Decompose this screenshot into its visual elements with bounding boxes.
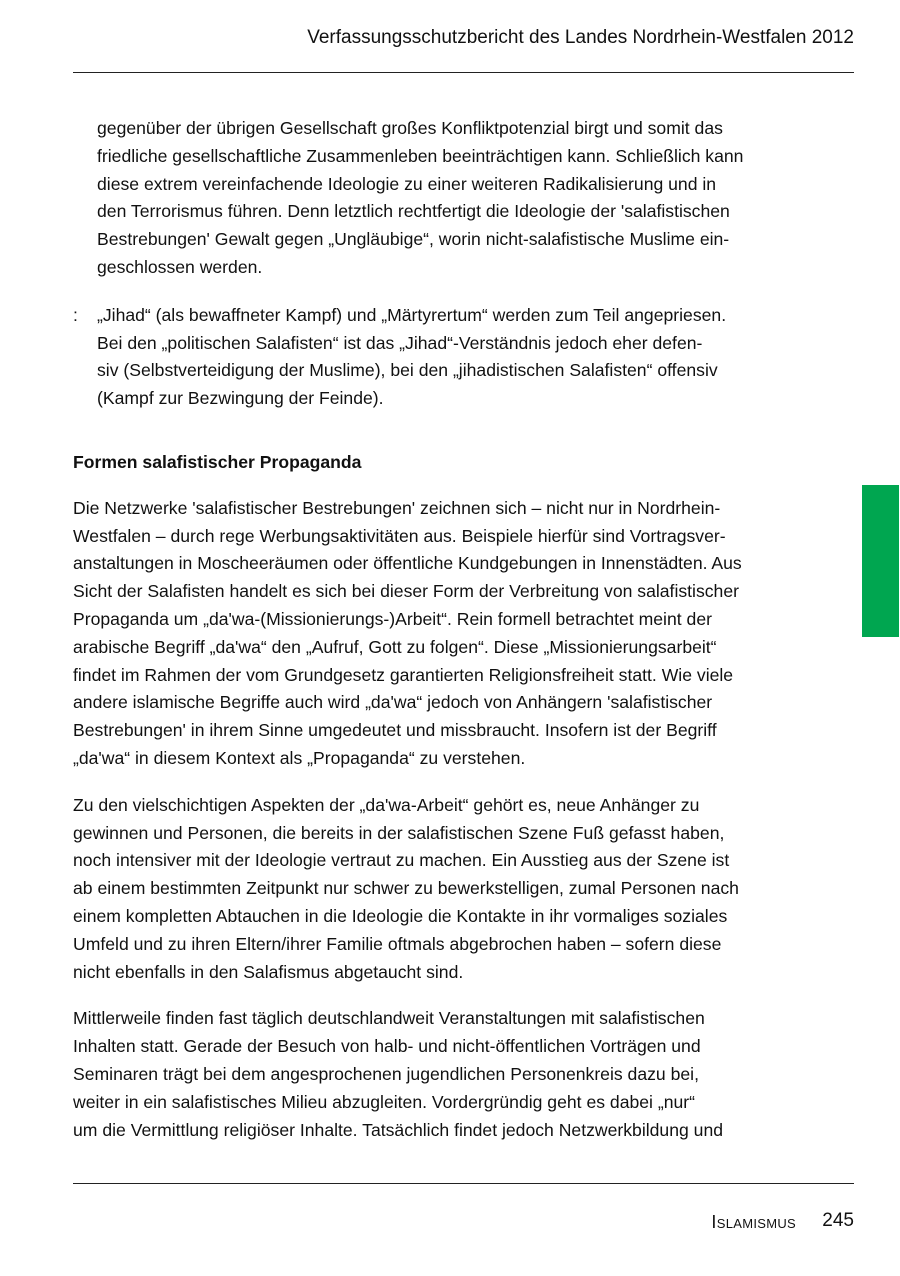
- text-line: Bei den „politischen Salafisten“ ist das „Jihad“-Verständnis jedoch eher defen-: [97, 332, 703, 353]
- text-line: Umfeld und zu ihren Eltern/ihrer Familie oftmals abgebrochen haben – sofern diese: [73, 933, 722, 954]
- text-line: „da'wa“ in diesem Kontext als „Propaganda“ zu verstehen.: [73, 747, 526, 768]
- text-line: Seminaren trägt bei dem angesprochenen jugendlichen Personenkreis dazu bei,: [73, 1063, 699, 1084]
- text-line: friedliche gesellschaftliche Zusammenleben beeinträchtigen kann. Schließlich kann: [97, 145, 744, 166]
- paragraph: [73, 495, 813, 773]
- text-line: um die Vermittlung religiöser Inhalte. Tatsächlich findet jedoch Netzwerkbildung und: [73, 1119, 724, 1140]
- text-line: (Kampf zur Bezwingung der Feinde).: [97, 388, 384, 409]
- page-body: [73, 115, 813, 1163]
- text-line: noch intensiver mit der Ideologie vertraut zu machen. Ein Ausstieg aus der Szene ist: [73, 850, 730, 871]
- text-line: siv (Selbstverteidigung der Muslime), bei den „jihadistischen Salafisten“ offensiv: [97, 360, 718, 381]
- footer-rule: [73, 1183, 854, 1184]
- text-line: Bestrebungen' in ihrem Sinne umgedeutet und missbraucht. Insofern ist der Begriff: [73, 720, 717, 741]
- footer-section-label: Islamismus: [711, 1212, 796, 1232]
- text-line: nicht ebenfalls in den Salafismus abgetaucht sind.: [73, 961, 464, 982]
- section-heading: Formen salafistischer Propaganda: [73, 451, 362, 472]
- text-line: Die Netzwerke 'salafistischer Bestrebungen' zeichnen sich – nicht nur in Nordrhein-: [73, 497, 721, 518]
- text-line: Zu den vielschichtigen Aspekten der „da'wa-Arbeit“ gehört es, neue Anhänger zu: [73, 794, 700, 815]
- bullet-list-item: [73, 302, 813, 413]
- text-line: Bestrebungen' Gewalt gegen „Ungläubige“, worin nicht-salafistische Muslime ein-: [97, 229, 730, 250]
- continued-list-item: [73, 115, 813, 282]
- text-line: diese extrem vereinfachende Ideologie zu einer weiteren Radikalisierung und in: [97, 173, 717, 194]
- text-line: „Jihad“ (als bewaffneter Kampf) und „Märtyrertum“ werden zum Teil angepriesen.: [97, 304, 727, 325]
- bullet-marker: :: [73, 304, 78, 325]
- text-line: Propaganda um „da'wa-(Missionierungs-)Arbeit“. Rein formell betrachtet meint der: [73, 608, 712, 629]
- text-line: gewinnen und Personen, die bereits in der salafistischen Szene Fuß gefasst haben,: [73, 822, 725, 843]
- text-line: anstaltungen in Moscheeräumen oder öffentliche Kundgebungen in Innenstädten. Aus: [73, 553, 742, 574]
- chapter-tab-marker: [862, 485, 899, 637]
- text-line: einem kompletten Abtauchen in die Ideologie die Kontakte in ihr vormaliges soziales: [73, 905, 728, 926]
- text-line: arabische Begriff „da'wa“ den „Aufruf, Gott zu folgen“. Diese „Missionierungsarbeit“: [73, 636, 717, 657]
- text-line: findet im Rahmen der vom Grundgesetz garantierten Religionsfreiheit statt. Wie viele: [73, 664, 734, 685]
- text-line: Inhalten statt. Gerade der Besuch von halb- und nicht-öffentlichen Vorträgen und: [73, 1036, 701, 1057]
- text-line: den Terrorismus führen. Denn letztlich rechtfertigt die Ideologie der 'salafistischen: [97, 201, 730, 222]
- paragraph: [73, 792, 813, 987]
- text-line: geschlossen werden.: [97, 256, 263, 277]
- text-line: Mittlerweile finden fast täglich deutschlandweit Veranstaltungen mit salafistischen: [73, 1008, 705, 1029]
- text-line: gegenüber der übrigen Gesellschaft großes Konfliktpotenzial birgt und somit das: [97, 118, 723, 138]
- header-rule: [73, 72, 854, 73]
- page-number: 245: [822, 1210, 854, 1231]
- text-line: Westfalen – durch rege Werbungsaktivitäten aus. Beispiele hierfür sind Vortragsver-: [73, 525, 726, 546]
- text-line: ab einem bestimmten Zeitpunkt nur schwer zu bewerkstelligen, zumal Personen nach: [73, 878, 739, 899]
- text-line: andere islamische Begriffe auch wird „da'wa“ jedoch von Anhängern 'salafistischer: [73, 692, 713, 713]
- text-line: weiter in ein salafistisches Milieu abzugleiten. Vordergründig geht es dabei „nur“: [73, 1091, 695, 1112]
- paragraph: [73, 1005, 813, 1144]
- running-header-title: Verfassungsschutzbericht des Landes Nordrhein-Westfalen 2012: [307, 27, 854, 48]
- text-line: Sicht der Salafisten handelt es sich bei dieser Form der Verbreitung von salafistischer: [73, 581, 739, 602]
